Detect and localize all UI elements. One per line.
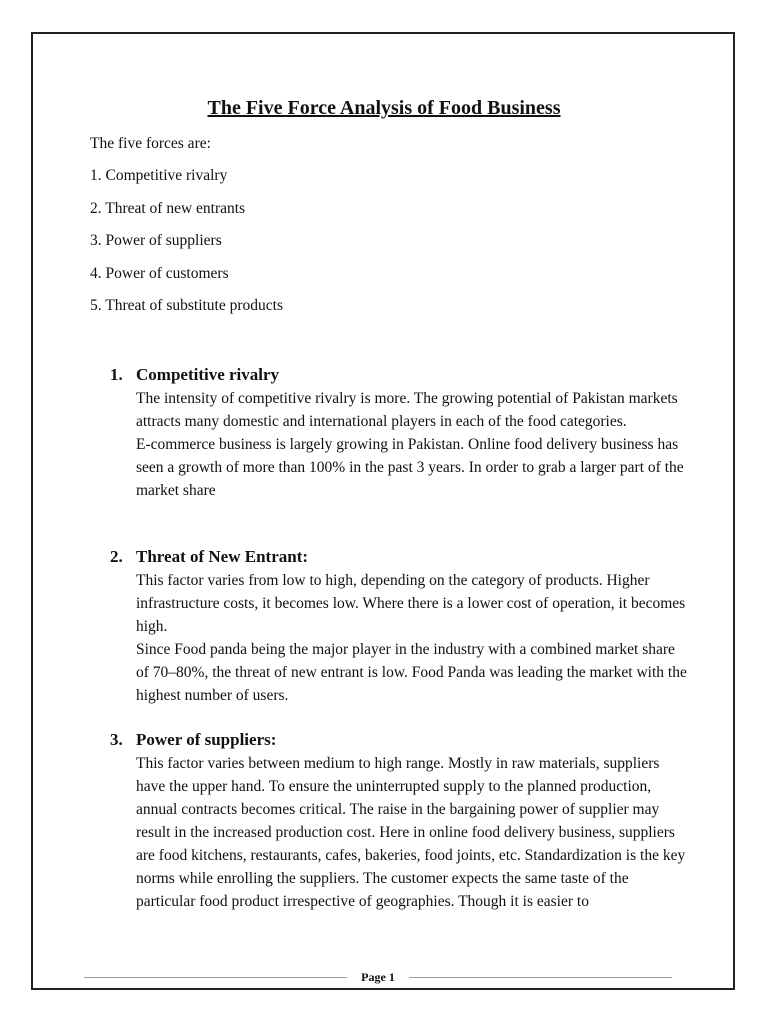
paragraph: This factor varies between medium to high range. Mostly in raw materials, suppliers have the upper hand. To ensure the uninterrupted supply to the planned production, annual contracts becomes critical. The raise in the bargaining power of supplier may result in the increased production cost. Here in online food delivery business, suppliers are food kitchens, restaurants, cafes, bakeries, food joints, etc. Standardization is the key norms while enrolling the suppliers. The customer expects the same taste of the particular food product irrespective of geographies. Though it is easier to	[136, 755, 686, 910]
footer-rule-left	[84, 977, 347, 978]
section-threat-of-new-entrant	[110, 545, 690, 707]
page-number: Page 1	[361, 969, 395, 984]
forces-list-item: 3. Power of suppliers	[90, 232, 222, 249]
paragraph: Since Food panda being the major player in the industry with a combined market share of 70–80%, the threat of new entrant is low. Food Panda was leading the market with the highest number of users.	[136, 641, 687, 704]
intro-text: The five forces are:	[90, 135, 211, 152]
paragraph: This factor varies from low to high, depending on the category of products. Higher infrastructure costs, it becomes low. Where there is a lower cost of operation, it becomes high.	[136, 572, 686, 635]
paragraph: The intensity of competitive rivalry is more. The growing potential of Pakistan markets attracts many domestic and international players in each of the food categories.	[136, 390, 678, 430]
section-heading	[110, 728, 690, 752]
document-title: The Five Force Analysis of Food Business	[207, 97, 561, 119]
section-power-of-suppliers	[110, 728, 690, 913]
forces-list-item: 4. Power of customers	[90, 264, 229, 282]
forces-list-item: 2. Threat of new entrants	[90, 199, 246, 217]
section-heading	[110, 363, 690, 387]
section-heading	[110, 545, 690, 569]
section-title: Power of suppliers:	[136, 730, 277, 749]
section-title: Competitive rivalry	[136, 365, 280, 384]
section-number: 3.	[110, 730, 123, 749]
section-competitive-rivalry	[110, 363, 690, 502]
section-body	[136, 752, 690, 913]
footer-rule-right	[409, 977, 672, 978]
forces-list-item: 1. Competitive rivalry	[90, 167, 228, 184]
section-body	[136, 569, 690, 707]
section-number: 2.	[110, 547, 123, 566]
section-body	[136, 387, 690, 502]
forces-list	[90, 165, 283, 328]
section-number: 1.	[110, 365, 123, 384]
section-title: Threat of New Entrant:	[136, 547, 309, 566]
page-footer	[84, 968, 672, 986]
paragraph: E-commerce business is largely growing in Pakistan. Online food delivery business has seen a growth of more than 100% in the past 3 years. In order to grab a larger part of the market share	[136, 436, 684, 499]
forces-list-item: 5. Threat of substitute products	[90, 297, 284, 314]
